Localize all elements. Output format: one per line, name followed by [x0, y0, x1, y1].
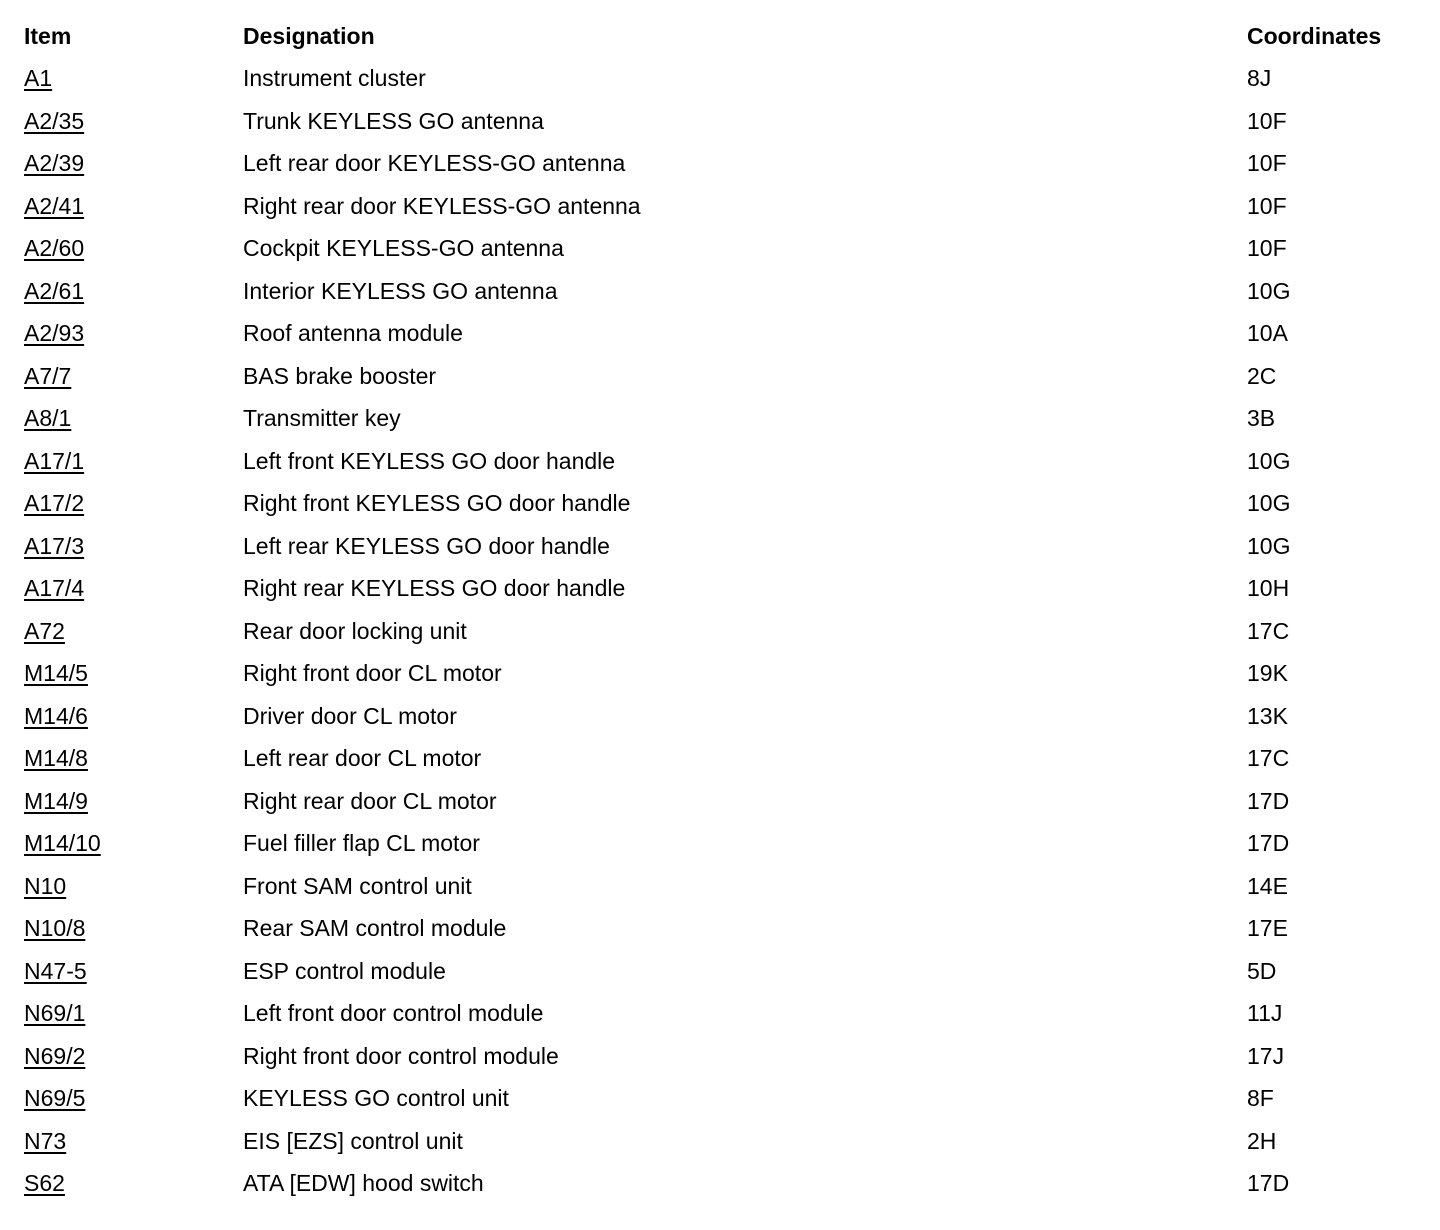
designation-cell: Transmitter key	[243, 405, 401, 432]
table-body	[0, 57, 1440, 1205]
table-row	[0, 1120, 1440, 1163]
coordinates-cell: 17D	[1247, 1170, 1290, 1197]
item-link[interactable]: N69/2	[24, 1042, 86, 1069]
designation-cell: Driver door CL motor	[243, 702, 457, 729]
item-link[interactable]: A2/93	[24, 320, 85, 347]
item-link[interactable]: A17/4	[24, 575, 85, 602]
table-row	[0, 567, 1440, 610]
item-cell	[0, 1162, 243, 1205]
item-cell	[0, 312, 243, 355]
item-link[interactable]: A8/1	[24, 405, 72, 432]
item-cell	[0, 907, 243, 950]
designation-cell: Front SAM control unit	[243, 872, 472, 899]
designation-cell: Left front door control module	[243, 1000, 544, 1027]
item-link[interactable]: M14/10	[24, 830, 101, 857]
coordinates-cell: 10G	[1247, 277, 1291, 304]
item-link[interactable]: A2/39	[24, 150, 85, 177]
item-cell	[0, 652, 243, 695]
coordinates-cell: 11J	[1247, 1000, 1283, 1027]
coordinates-cell: 10F	[1247, 192, 1287, 219]
item-link[interactable]: N10/8	[24, 915, 86, 942]
table-row	[0, 270, 1440, 313]
item-link[interactable]: A1	[24, 65, 53, 92]
item-cell	[0, 142, 243, 185]
table-row	[0, 142, 1440, 185]
item-cell	[0, 1035, 243, 1078]
coordinates-cell: 8F	[1247, 1085, 1274, 1112]
item-cell	[0, 610, 243, 653]
item-link[interactable]: M14/5	[24, 660, 88, 687]
table-row	[0, 1035, 1440, 1078]
table-row	[0, 312, 1440, 355]
item-cell	[0, 567, 243, 610]
coordinates-cell: 17D	[1247, 787, 1290, 814]
coordinates-cell: 10G	[1247, 490, 1291, 517]
coordinates-cell: 3B	[1247, 405, 1276, 432]
component-legend-table	[0, 15, 1440, 1205]
designation-cell: BAS brake booster	[243, 362, 437, 389]
item-link[interactable]: A17/3	[24, 532, 85, 559]
designation-cell: ESP control module	[243, 957, 446, 984]
designation-cell: Right front door control module	[243, 1042, 559, 1069]
designation-cell: Right rear door KEYLESS-GO antenna	[243, 192, 641, 219]
item-link[interactable]: A17/2	[24, 490, 85, 517]
item-link[interactable]: M14/9	[24, 787, 88, 814]
column-header-item: Item	[24, 23, 72, 49]
designation-cell: ATA [EDW] hood switch	[243, 1170, 484, 1197]
designation-cell: Instrument cluster	[243, 65, 426, 92]
table-row	[0, 397, 1440, 440]
table-row	[0, 1077, 1440, 1120]
designation-cell: EIS [EZS] control unit	[243, 1127, 463, 1154]
designation-cell: Roof antenna module	[243, 320, 463, 347]
coordinates-cell: 19K	[1247, 660, 1288, 687]
item-cell	[0, 1120, 243, 1163]
table-row	[0, 227, 1440, 270]
designation-cell: Interior KEYLESS GO antenna	[243, 277, 558, 304]
designation-cell: KEYLESS GO control unit	[243, 1085, 509, 1112]
table-row	[0, 907, 1440, 950]
item-cell	[0, 397, 243, 440]
item-cell	[0, 737, 243, 780]
table-header	[0, 15, 1440, 57]
table-row	[0, 780, 1440, 823]
designation-cell: Trunk KEYLESS GO antenna	[243, 107, 544, 134]
item-link[interactable]: A2/41	[24, 192, 85, 219]
designation-cell: Right rear KEYLESS GO door handle	[243, 575, 626, 602]
item-cell	[0, 100, 243, 143]
item-cell	[0, 270, 243, 313]
table-row	[0, 355, 1440, 398]
coordinates-cell: 10G	[1247, 532, 1291, 559]
item-link[interactable]: A17/1	[24, 447, 85, 474]
table-row	[0, 100, 1440, 143]
item-cell	[0, 440, 243, 483]
item-link[interactable]: A2/61	[24, 277, 85, 304]
header-row	[0, 15, 1440, 57]
table-row	[0, 610, 1440, 653]
designation-cell: Left front KEYLESS GO door handle	[243, 447, 616, 474]
table-row	[0, 525, 1440, 568]
item-cell	[0, 1077, 243, 1120]
coordinates-cell: 17J	[1247, 1042, 1285, 1069]
column-header-coordinates: Coordinates	[1247, 23, 1382, 49]
designation-cell: Fuel filler flap CL motor	[243, 830, 480, 857]
table-row	[0, 57, 1440, 100]
coordinates-cell: 10F	[1247, 150, 1287, 177]
coordinates-cell: 2H	[1247, 1127, 1277, 1154]
table-row	[0, 992, 1440, 1035]
item-cell	[0, 695, 243, 738]
table-row	[0, 737, 1440, 780]
item-cell	[0, 227, 243, 270]
item-link[interactable]: S62	[24, 1170, 65, 1197]
table-row	[0, 822, 1440, 865]
item-link[interactable]: A2/60	[24, 235, 85, 262]
item-link[interactable]: A7/7	[24, 362, 72, 389]
designation-cell: Rear door locking unit	[243, 617, 467, 644]
designation-cell: Rear SAM control module	[243, 915, 507, 942]
item-cell	[0, 992, 243, 1035]
item-cell	[0, 185, 243, 228]
coordinates-cell: 17C	[1247, 617, 1290, 644]
coordinates-cell: 17D	[1247, 830, 1290, 857]
coordinates-cell: 14E	[1247, 872, 1288, 899]
item-link[interactable]: N69/1	[24, 1000, 86, 1027]
table-row	[0, 865, 1440, 908]
designation-cell: Right front KEYLESS GO door handle	[243, 490, 631, 517]
item-link[interactable]: N69/5	[24, 1085, 86, 1112]
coordinates-cell: 8J	[1247, 65, 1272, 92]
item-cell	[0, 780, 243, 823]
coordinates-cell: 10A	[1247, 320, 1288, 347]
item-link[interactable]: N47-5	[24, 957, 87, 984]
coordinates-cell: 10F	[1247, 235, 1287, 262]
item-cell	[0, 950, 243, 993]
coordinates-cell: 2C	[1247, 362, 1277, 389]
table-row	[0, 440, 1440, 483]
item-cell	[0, 355, 243, 398]
item-link[interactable]: M14/6	[24, 702, 88, 729]
item-link[interactable]: N10	[24, 872, 67, 899]
coordinates-cell: 10H	[1247, 575, 1290, 602]
designation-cell: Right front door CL motor	[243, 660, 502, 687]
coordinates-cell: 10F	[1247, 107, 1287, 134]
table-row	[0, 950, 1440, 993]
item-link[interactable]: M14/8	[24, 745, 88, 772]
item-cell	[0, 482, 243, 525]
table-row	[0, 652, 1440, 695]
item-link[interactable]: N73	[24, 1127, 67, 1154]
item-cell	[0, 57, 243, 100]
designation-cell: Left rear door KEYLESS-GO antenna	[243, 150, 626, 177]
column-header-designation: Designation	[243, 23, 375, 49]
coordinates-cell: 17C	[1247, 745, 1290, 772]
item-link[interactable]: A2/35	[24, 107, 85, 134]
table-row	[0, 695, 1440, 738]
table-row	[0, 1162, 1440, 1205]
coordinates-cell: 10G	[1247, 447, 1291, 474]
item-cell	[0, 822, 243, 865]
coordinates-cell: 17E	[1247, 915, 1288, 942]
coordinates-cell: 5D	[1247, 957, 1277, 984]
table-row	[0, 482, 1440, 525]
item-cell	[0, 525, 243, 568]
designation-cell: Left rear door CL motor	[243, 745, 482, 772]
coordinates-cell: 13K	[1247, 702, 1288, 729]
item-link[interactable]: A72	[24, 617, 65, 644]
table-row	[0, 185, 1440, 228]
designation-cell: Cockpit KEYLESS-GO antenna	[243, 235, 564, 262]
item-cell	[0, 865, 243, 908]
designation-cell: Right rear door CL motor	[243, 787, 497, 814]
designation-cell: Left rear KEYLESS GO door handle	[243, 532, 610, 559]
